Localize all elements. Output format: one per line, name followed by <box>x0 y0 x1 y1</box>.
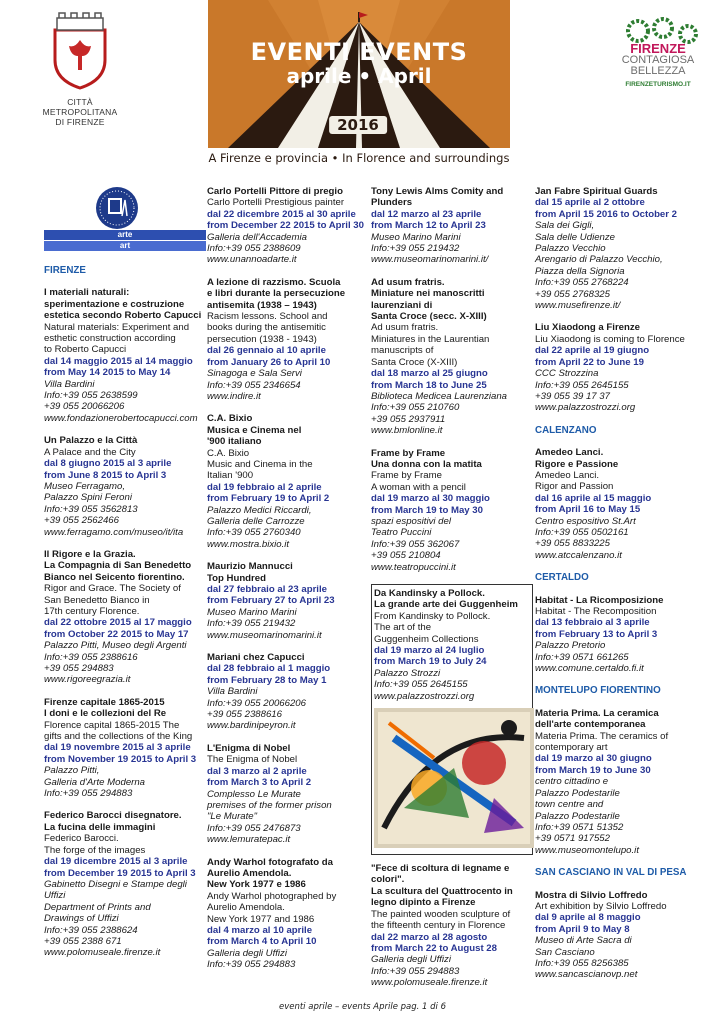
event-venue: centro cittadino e <box>535 776 609 788</box>
event-title: Liu Xiaodong a Firenze <box>535 322 641 334</box>
event-title: C.A. Bixio <box>207 413 253 425</box>
event-website[interactable]: www.museomarinomarini.it <box>207 629 322 641</box>
event-dates: dal 9 aprile al 8 maggio <box>535 912 641 924</box>
event-entry <box>535 322 697 413</box>
event-dates: dal 12 marzo al 23 aprile <box>371 208 482 220</box>
event-description: contemporary art <box>535 742 608 754</box>
event-description: Ad usum fratris. <box>371 322 439 334</box>
event-info: Info:+39 055 2388616 <box>44 651 138 663</box>
column-3 <box>371 186 533 1000</box>
event-dates: dal 19 dicembre 2015 al 3 aprile <box>44 856 188 868</box>
event-info: +39 055 2562466 <box>44 515 119 527</box>
event-description: Rigor and Grace. The Society of <box>44 583 181 595</box>
event-title: Bianco nel Seicento fiorentino. <box>44 571 185 583</box>
event-title: Mariani chez Capucci <box>207 652 305 664</box>
event-description: Miniatures in the Laurentian <box>371 333 490 345</box>
page-footer: eventi aprile – events Aprile pag. 1 di 6 <box>278 1002 447 1012</box>
event-description: Art exhibition by Silvio Loffredo <box>535 900 667 912</box>
event-title: Un Palazzo e la Città <box>44 435 138 447</box>
event-title: La fucina delle immagini <box>44 821 156 833</box>
event-dates: dal 22 aprile al 19 giugno <box>535 345 650 357</box>
event-description: From Kandinsky to Pollock. <box>374 610 491 622</box>
event-dates: from October 22 2015 to May 17 <box>44 628 189 640</box>
kandinsky-pollock-box <box>371 584 533 855</box>
turismo-site: FIRENZETURISMO.IT <box>625 81 691 88</box>
event-description: The painted wooden sculpture of <box>371 908 511 920</box>
event-dates: dal 19 marzo al 30 giugno <box>535 753 652 765</box>
event-info: Info:+39 055 294883 <box>207 959 296 971</box>
event-description: persecution (1938 - 1943) <box>207 333 317 345</box>
event-title: I doni e le collezioni del Re <box>44 708 167 720</box>
event-title: La Compagnia di San Benedetto <box>44 560 192 572</box>
event-entry <box>207 413 369 550</box>
event-venue: Museo Marino Marini <box>371 231 461 243</box>
event-info: +39 0571 917552 <box>535 833 610 845</box>
header-subtitle: A Firenze e provincia • In Florence and surroundings <box>208 151 510 165</box>
event-venue: Sala delle Udienze <box>535 231 616 243</box>
event-venue: Piazza della Signoria <box>535 265 625 277</box>
section-heading: FIRENZE <box>44 265 86 276</box>
event-description: Liu Xiaodong is coming to Florence <box>535 333 685 345</box>
event-dates: dal 13 febbraio al 3 aprile <box>535 617 650 629</box>
column-3-bottom <box>371 863 533 988</box>
event-title: antisemita (1938 – 1943) <box>207 299 317 311</box>
event-description: A woman with a pencil <box>371 481 466 493</box>
event-info: Info:+39 055 2768224 <box>535 277 629 289</box>
event-info: Info:+39 055 362067 <box>371 538 460 550</box>
event-dates: from April 9 to May 8 <box>535 923 630 935</box>
event-description: The forge of the images <box>44 844 146 856</box>
event-dates: dal 22 marzo al 28 agosto <box>371 931 488 943</box>
event-dates: from March 3 to April 2 <box>207 777 312 789</box>
event-entry <box>207 857 369 971</box>
event-venue: Galleria degli Uffizi <box>371 954 451 966</box>
event-title: La grande arte dei Guggenheim <box>374 599 518 611</box>
event-website[interactable]: www.museomontelupo.it <box>535 844 639 856</box>
event-venue: Complesso Le Murate <box>207 788 301 800</box>
event-dates: dal 3 marzo al 2 aprile <box>207 765 307 777</box>
event-entry <box>44 435 206 538</box>
event-description: Italian '900 <box>207 470 254 482</box>
event-title: New York 1977 e 1986 <box>207 879 306 891</box>
event-dates: from March 12 to April 23 <box>371 220 486 232</box>
event-title: Federico Barocci disegnatore. <box>44 810 182 822</box>
event-dates: from April 16 to May 15 <box>535 504 641 516</box>
event-title: Tony Lewis Alms Comity and <box>371 186 504 197</box>
event-title: sperimentazione e costruzione <box>44 298 185 310</box>
event-dates: dal 18 marzo al 25 giugno <box>371 368 488 380</box>
event-venue: Palazzo Podestarile <box>535 810 620 822</box>
event-venue: CCC Strozzina <box>535 368 599 380</box>
event-dates: dal 19 marzo al 24 luglio <box>374 645 485 657</box>
event-title: Carlo Portelli Pittore di pregio <box>207 186 343 197</box>
event-entry <box>207 277 369 402</box>
event-website[interactable]: www.comune.certaldo.fi.it <box>535 663 644 675</box>
event-entry <box>371 186 533 266</box>
firenze-turismo-logo <box>603 16 713 116</box>
event-dates: from June 8 2015 to April 3 <box>44 469 167 481</box>
event-info: Info:+39 055 2638599 <box>44 390 138 402</box>
event-dates: dal 22 dicembre 2015 al 30 aprile <box>207 208 356 220</box>
event-title: L'Enigma di Nobel <box>207 742 291 754</box>
event-description: A Palace and the City <box>44 446 136 458</box>
event-dates: dal 26 gennaio al 10 aprile <box>207 345 326 357</box>
event-venue: Palazzo Medici Riccardi, <box>207 504 312 516</box>
event-title: Una donna con la matita <box>371 458 482 470</box>
column-4 <box>535 186 697 992</box>
event-website[interactable]: www.museomarinomarini.it/ <box>371 254 489 266</box>
event-description: C.A. Bixio <box>207 447 250 459</box>
event-dates: from May 14 2015 to May 14 <box>44 367 171 379</box>
event-description: the fifteenth century in Florence <box>371 920 506 932</box>
art-icon <box>95 186 139 230</box>
event-website[interactable]: www.unannoadarte.it <box>207 254 297 266</box>
event-description: San Benedetto Bianco in <box>44 594 150 606</box>
event-dates: dal 19 febbraio al 2 aprile <box>207 481 322 493</box>
event-website[interactable]: www.indire.it <box>207 390 261 402</box>
event-title: Jan Fabre Spiritual Guards <box>535 186 658 197</box>
event-title: Maurizio Mannucci <box>207 561 293 573</box>
florence-shield-icon <box>45 12 115 92</box>
event-info: Info:+39 055 0502161 <box>535 526 629 538</box>
event-entry <box>535 595 697 675</box>
event-title: Amedeo Lanci. <box>535 447 604 459</box>
event-website[interactable]: www.musefirenze.it/ <box>535 300 621 312</box>
event-venue: Gabinetto Disegni e Stampe degli <box>44 878 187 890</box>
event-venue: Museo di Arte Sacra di <box>535 935 632 947</box>
boxed-event <box>374 588 530 702</box>
event-description: Music and Cinema in the <box>207 458 313 470</box>
event-venue: premises of the former prison <box>207 799 332 811</box>
event-venue: "Le Murate" <box>207 811 258 823</box>
event-website[interactable]: www.sancascianovp.net <box>535 969 638 981</box>
event-info: Info:+39 055 294883 <box>44 788 133 800</box>
event-venue: Teatro Puccini <box>371 527 432 539</box>
event-website[interactable]: www.lemuratepac.it <box>207 834 291 846</box>
section-heading: SAN CASCIANO IN VAL DI PESA <box>535 867 687 879</box>
event-website[interactable]: www.rigoreegrazia.it <box>44 674 131 686</box>
event-dates: from March 19 to June 30 <box>535 764 651 776</box>
event-info: +39 055 39 17 37 <box>535 390 610 402</box>
event-entry <box>207 561 369 641</box>
event-description: The art of the <box>374 622 432 634</box>
event-info: Info:+39 055 2645155 <box>535 379 629 391</box>
event-info: Info:+39 055 20066206 <box>207 697 306 709</box>
event-description: Materia Prima. The ceramics of <box>535 730 669 742</box>
event-info: Info:+39 055 219432 <box>371 243 460 255</box>
event-entry <box>371 448 533 573</box>
event-website[interactable]: www.teatropuccini.it <box>371 561 456 573</box>
event-title: Miniature nei manoscritti <box>371 288 485 300</box>
event-info: Info:+39 055 210760 <box>371 402 460 414</box>
event-info: Info:+39 055 2388624 <box>44 924 138 936</box>
event-venue: Uffizi <box>44 890 66 902</box>
event-info: +39 055 210804 <box>371 550 441 562</box>
event-info: +39 055 2937911 <box>371 413 446 425</box>
event-info: Info:+39 055 8256385 <box>535 957 629 969</box>
citta-metropolitana-logo <box>30 12 130 127</box>
event-info: +39 055 2768325 <box>535 288 610 300</box>
event-description: Aurelio Amendola. <box>207 902 285 914</box>
event-entry <box>44 287 206 424</box>
event-venue: Department of Prints and <box>44 901 151 913</box>
event-venue: Villa Bardini <box>207 686 258 698</box>
event-dates: from April 22 to June 19 <box>535 356 644 368</box>
event-title: Andy Warhol fotografato da <box>207 856 333 868</box>
event-description: books during the antisemitic <box>207 322 326 334</box>
banner-month: aprile • April <box>286 64 432 88</box>
event-venue: Museo Ferragamo, <box>44 480 126 492</box>
event-title: Firenze capitale 1865-2015 <box>44 696 165 708</box>
event-description: Habitat - The Recomposition <box>535 606 657 617</box>
event-venue: Galleria delle Carrozze <box>207 515 305 527</box>
event-dates: dal 19 novembre 2015 al 3 aprile <box>44 742 191 754</box>
event-description: The Enigma of Nobel <box>207 754 298 766</box>
event-title: A lezione di razzismo. Scuola <box>207 276 341 288</box>
event-info: Info:+39 055 2346654 <box>207 379 301 391</box>
banner-year: 2016 <box>329 116 387 134</box>
event-website[interactable]: www.polomuseale.firenze.it <box>371 977 488 989</box>
bellezza-word: BELLEZZA <box>630 65 686 77</box>
event-dates: dal 15 aprile al 2 ottobre <box>535 197 645 209</box>
event-dates: from March 19 to July 24 <box>374 656 487 668</box>
event-title: dell'arte contemporanea <box>535 719 646 731</box>
event-website[interactable]: www.fondazionerobertocapucci.com <box>44 412 198 424</box>
event-venue: Galleria d'Arte Moderna <box>44 776 146 788</box>
event-title: laurenziani di <box>371 299 433 311</box>
column-1 <box>44 263 206 970</box>
event-title: estetica secondo Roberto Capucci <box>44 310 202 322</box>
event-description: manuscripts of <box>371 345 434 357</box>
event-info: Info:+39 055 294883 <box>371 965 460 977</box>
event-venue: Palazzo Vecchio <box>535 243 606 255</box>
event-title: Musica e Cinema nel <box>207 424 302 436</box>
event-info: +39 055 2388 671 <box>44 935 122 947</box>
event-website[interactable]: www.polomuseale.firenze.it <box>44 947 161 959</box>
event-description: Florence capital 1865-2015 The <box>44 719 180 731</box>
event-website[interactable]: www.palazzostrozzi.org <box>535 402 636 414</box>
event-dates: dal 8 giugno 2015 al 3 aprile <box>44 458 172 470</box>
event-venue: Biblioteca Medicea Laurenziana <box>371 390 507 402</box>
event-venue: Arengario di Palazzo Vecchio, <box>535 254 663 266</box>
event-entry <box>535 890 697 981</box>
flower-emblem-icon <box>608 16 708 46</box>
event-dates: from November 19 2015 to April 3 <box>44 753 197 765</box>
event-title: legno dipinto a Firenze <box>371 897 476 909</box>
event-info: +39 055 2388616 <box>207 709 282 721</box>
event-entry <box>535 447 697 561</box>
event-venue: Palazzo Spini Feroni <box>44 492 132 504</box>
event-venue: Villa Bardini <box>44 378 95 390</box>
event-title: Top Hundred <box>207 572 266 584</box>
event-website[interactable]: www.atccalenzano.it <box>535 549 622 561</box>
event-title: '900 italiano <box>207 436 262 448</box>
event-title: "Fece di scoltura di legname e <box>371 863 510 875</box>
event-entry <box>44 810 206 958</box>
event-venue: Drawings of Uffizi <box>44 913 119 925</box>
event-description: New York 1977 and 1986 <box>207 913 315 925</box>
event-dates: from March 22 to August 28 <box>371 942 497 954</box>
event-description: Amedeo Lanci. <box>535 469 599 481</box>
event-description: Carlo Portelli Prestigious painter <box>207 197 345 209</box>
events-banner <box>208 0 510 148</box>
column-3-top <box>371 186 533 573</box>
event-info: +39 055 8833225 <box>535 538 610 550</box>
event-venue: Galleria degli Uffizi <box>207 947 287 959</box>
event-entry <box>44 549 206 686</box>
event-description: esthetic construction according <box>44 333 176 345</box>
event-dates: dal 28 febbraio al 1 maggio <box>207 663 331 675</box>
event-entry <box>371 277 533 437</box>
firenze-word: FIRENZE <box>630 41 686 56</box>
banner-title: EVENTI EVENTS <box>250 38 468 66</box>
event-dates: dal 4 marzo al 10 aprile <box>207 924 313 936</box>
event-venue: Sinagoga e Sala Servi <box>207 368 302 380</box>
event-entry <box>374 588 530 702</box>
event-dates: from December 22 2015 to April 30 <box>207 220 364 232</box>
event-dates: from March 4 to April 10 <box>207 936 317 948</box>
event-dates: from February 19 to April 2 <box>207 493 330 505</box>
event-dates: from January 26 to April 10 <box>207 356 331 368</box>
event-info: Info:+39 0571 661265 <box>535 651 629 663</box>
event-title: Plunders <box>371 197 413 209</box>
event-dates: from March 19 to May 30 <box>371 504 483 516</box>
event-entry <box>207 743 369 846</box>
event-venue: spazi espositivi del <box>371 515 451 527</box>
event-title: e libri durante la persecuzione <box>207 288 346 300</box>
event-dates: dal 16 aprile al 15 maggio <box>535 492 652 504</box>
event-venue: San Casciano <box>535 946 595 958</box>
event-dates: from February 13 to April 3 <box>535 628 658 640</box>
event-venue: Sala dei Gigli, <box>535 220 595 232</box>
event-dates: from April 15 2016 to October 2 <box>535 208 677 220</box>
event-info: Info:+39 0571 51352 <box>535 821 624 833</box>
logo-caption-line1: CITTÀ METROPOLITANA <box>42 97 118 117</box>
event-venue: town centre and <box>535 799 604 811</box>
event-description: Rigor and Passion <box>535 481 614 493</box>
event-description: gifts and the collections of the King <box>44 731 193 743</box>
event-info: +39 055 294883 <box>44 663 114 674</box>
event-venue: Palazzo Pitti, Museo degli Argenti <box>44 640 187 652</box>
column-2 <box>207 186 369 982</box>
event-title: Rigore e Passione <box>535 458 619 470</box>
event-website[interactable]: www.ferragamo.com/museo/it/ita <box>44 526 184 538</box>
event-dates: dal 22 ottobre 2015 al 17 maggio <box>44 617 192 629</box>
event-description: Racism lessons. School and <box>207 311 328 323</box>
event-website[interactable]: www.palazzostrozzi.org <box>374 690 475 702</box>
event-title: Habitat - La Ricomposizione <box>535 594 664 606</box>
event-entry <box>44 697 206 800</box>
section-heading: CALENZANO <box>535 424 597 436</box>
event-dates: from February 27 to April 23 <box>207 595 335 607</box>
event-title: Ad usum fratris. <box>371 276 445 288</box>
category-label-en: art <box>44 241 206 251</box>
event-description: Natural materials: Experiment and <box>44 321 190 333</box>
event-venue: Museo Marino Marini <box>207 606 297 618</box>
event-dates: dal 27 febbraio al 23 aprile <box>207 584 327 595</box>
section-heading: MONTELUPO FIORENTINO <box>535 685 661 697</box>
event-info: Info:+39 055 2760340 <box>207 527 301 539</box>
event-dates: dal 19 marzo al 30 maggio <box>371 493 490 505</box>
event-venue: Centro espositivo St.Art <box>535 515 636 527</box>
event-info: Info:+39 055 3562813 <box>44 503 138 515</box>
event-title: colori". <box>371 874 405 886</box>
event-title: Santa Croce (secc. X-XIII) <box>371 311 487 323</box>
event-description: Santa Croce (X-XIII) <box>371 356 458 368</box>
event-dates: from December 19 2015 to April 3 <box>44 867 196 879</box>
event-info: Info:+39 055 2645155 <box>374 679 468 691</box>
event-dates: from March 18 to June 25 <box>371 379 487 391</box>
event-venue: Palazzo Pitti, <box>44 765 100 777</box>
event-description: Federico Barocci. <box>44 833 119 845</box>
event-title: Aurelio Amendola. <box>207 867 292 879</box>
event-venue: Galleria dell'Accademia <box>207 231 307 243</box>
event-title: Il Rigore e la Grazia. <box>44 548 136 560</box>
event-info: Info:+39 055 2388609 <box>207 243 301 255</box>
event-entry <box>535 708 697 856</box>
event-website[interactable]: www.bmlonline.it <box>371 425 443 437</box>
event-title: I materiali naturali: <box>44 287 130 299</box>
event-title: Materia Prima. La ceramica <box>535 707 659 719</box>
event-entry <box>535 186 697 311</box>
event-venue: Palazzo Strozzi <box>374 667 441 679</box>
event-website[interactable]: www.bardinipeyron.it <box>207 720 296 732</box>
event-description: to Roberto Capucci <box>44 344 127 356</box>
page-header <box>0 0 725 175</box>
event-title: Frame by Frame <box>371 447 446 459</box>
section-heading: CERTALDO <box>535 572 589 584</box>
event-entry <box>207 186 369 266</box>
event-dates: from February 28 to May 1 <box>207 674 327 686</box>
event-entry <box>371 863 533 988</box>
logo-caption-line2: DI FIRENZE <box>55 117 105 127</box>
event-title: Mostra di Silvio Loffredo <box>535 889 648 901</box>
event-venue: Palazzo Podestarile <box>535 787 620 799</box>
event-description: 17th century Florence. <box>44 605 140 617</box>
event-description: Frame by Frame <box>371 470 442 482</box>
event-dates: dal 14 maggio 2015 al 14 maggio <box>44 355 193 367</box>
category-label-it: arte <box>44 230 206 240</box>
event-venue: Palazzo Pretorio <box>535 640 606 652</box>
event-info: Info:+39 055 2476873 <box>207 822 301 834</box>
event-entry <box>207 652 369 732</box>
contagiosa-word: CONTAGIOSA <box>621 54 695 66</box>
event-title: Da Kandinsky a Pollock. <box>374 588 485 599</box>
event-description: Guggenheim Collections <box>374 633 479 645</box>
event-info: Info:+39 055 219432 <box>207 618 296 630</box>
event-website[interactable]: www.mostra.bixio.it <box>207 538 290 550</box>
event-title: La scultura del Quattrocento in <box>371 885 513 897</box>
event-description: Andy Warhol photographed by <box>207 890 337 902</box>
event-info: +39 055 20066206 <box>44 401 125 413</box>
kandinsky-painting-image <box>374 708 534 848</box>
